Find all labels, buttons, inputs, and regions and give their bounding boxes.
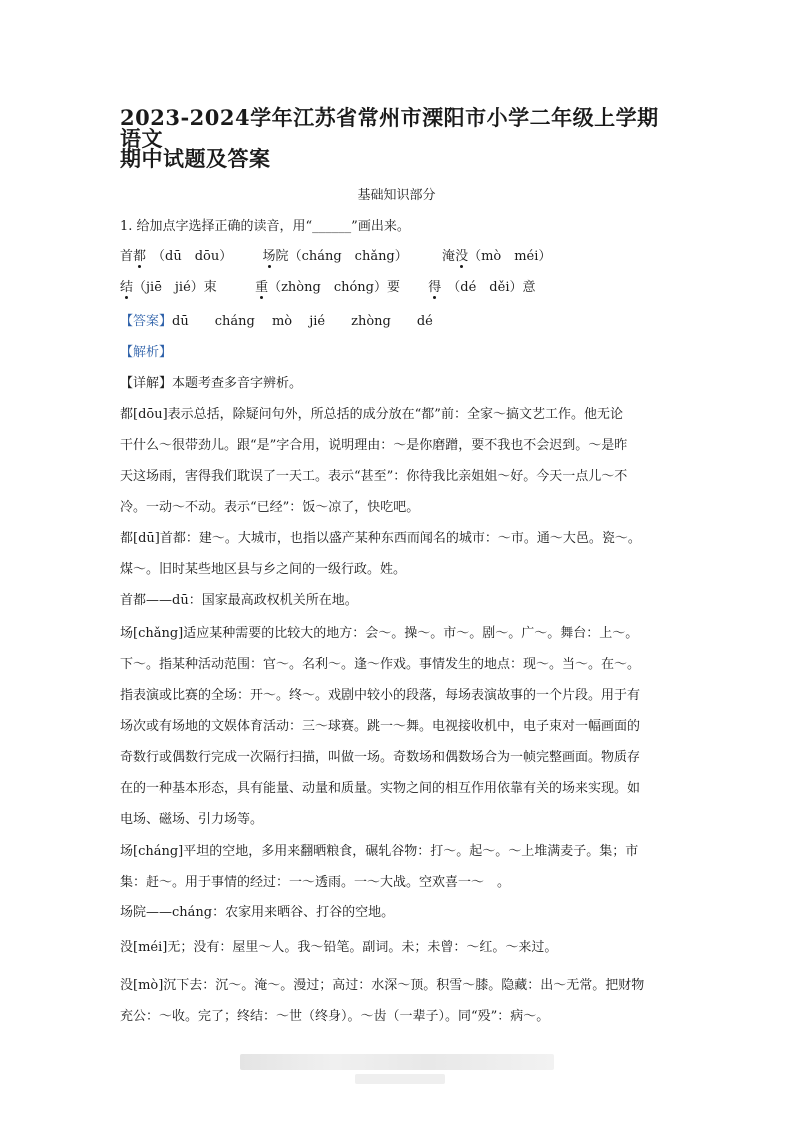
paragraph-4-line-5: 奇数行或偶数行完成一次隔行扫描，叫做一场。奇数场和偶数场合为一帧完整画面。物质存 <box>120 750 641 765</box>
blurred-watermark <box>240 1054 554 1070</box>
q2-options: （cháng chǎng） <box>288 249 408 264</box>
detail-line <box>120 377 680 390</box>
q1-options: （dū dōu） <box>152 249 233 264</box>
q2-dotted-char: 场 <box>262 249 276 264</box>
page-title-line-2: 期中试题及答案 <box>120 146 271 171</box>
answer-line <box>120 315 680 328</box>
paragraph-2-line-1: 都[dū]首都：建～。大城市，也指以盛产某种东西而闻名的城市：～市。通～大邑。瓷～。 <box>120 531 641 546</box>
analysis-label <box>120 346 680 359</box>
page-title-line-1: 2023-2024学年江苏省常州市溧阳市小学二年级上学期语文 <box>120 105 659 151</box>
q3-options: （mò méi） <box>468 249 552 264</box>
question-row-2 <box>120 281 680 294</box>
q2-word-suffix: 院 <box>275 249 289 264</box>
question-prompt: 1. 给加点字选择正确的读音，用“______”画出来。 <box>120 219 410 234</box>
q6-options: （dé děi）意 <box>447 280 536 295</box>
q5-options: （zhòng chóng）要 <box>268 280 400 295</box>
paragraph-1-line-1: 都[dōu]表示总括，除疑问句外，所总括的成分放在“都”前：全家～搞文艺工作。他无论 <box>120 407 623 422</box>
paragraph-6: 场院——cháng：农家用来晒谷、打谷的空地。 <box>120 905 395 920</box>
q3-word-prefix: 淹 <box>442 249 456 264</box>
paragraph-8-line-2: 充公：～收。完了；终结：～世（终身）。～齿（一辈子）。同“殁”：病～。 <box>120 1009 550 1024</box>
q4-options: （jiē jié）束 <box>133 280 217 295</box>
paragraph-5-line-2: 集：赶～。用于事情的经过：一～透雨。一～大战。空欢喜一～ 。 <box>120 875 511 890</box>
question-row-1 <box>120 250 680 263</box>
section-heading: 基础知识部分 <box>357 188 436 203</box>
q1-dotted-char: 都 <box>133 249 147 264</box>
paragraph-1-line-3: 天这场雨，害得我们耽误了一天工。表示“甚至”：你待我比亲姐姐～好。今天一点儿～不 <box>120 469 628 484</box>
answer-label: 【答案】 <box>120 314 173 329</box>
paragraph-4-line-7: 电场、磁场、引力场等。 <box>120 812 264 827</box>
detail-label: 【详解】 <box>120 376 173 391</box>
paragraph-4-line-6: 在的一种基本形态，具有能量、动量和质量。实物之间的相互作用依靠有关的场来实现。如 <box>120 781 641 796</box>
q1-word-prefix: 首 <box>120 249 134 264</box>
paragraph-4-line-2: 下～。指某种活动范围：官～。名利～。逢～作戏。事情发生的地点：现～。当～。在～。 <box>120 657 641 672</box>
q4-dotted-char: 结 <box>120 280 134 295</box>
detail-text: 本题考查多音字辨析。 <box>172 376 303 391</box>
paragraph-1-line-2: 干什么～很带劲儿。跟“是”字合用，说明理由：～是你磨蹭，要不我也不会迟到。～是昨 <box>120 438 628 453</box>
blurred-watermark-sub <box>355 1074 445 1084</box>
q3-dotted-char: 没 <box>455 249 469 264</box>
paragraph-3: 首都——dū：国家最高政权机关所在地。 <box>120 593 358 608</box>
paragraph-8-line-1: 没[mò]沉下去：沉～。淹～。漫过；高过：水深～顶。积雪～膝。隐藏：出～无常。把财物 <box>120 978 645 993</box>
paragraph-1-line-4: 冷。一动～不动。表示“已经”：饭～凉了，快吃吧。 <box>120 500 420 515</box>
paragraph-7: 没[méi]无；没有：屋里～人。我～铅笔。副词。未；未曾：～红。～来过。 <box>120 940 558 955</box>
answer-text: dū cháng mò jié zhòng dé <box>172 314 433 329</box>
q6-dotted-char: 得 <box>428 280 442 295</box>
analysis-label-text: 【解析】 <box>120 345 173 360</box>
paragraph-4-line-3: 指表演或比赛的全场：开～。终～。戏剧中较小的段落，每场表演故事的一个片段。用于有 <box>120 688 641 703</box>
paragraph-4-line-4: 场次或有场地的文娱体育活动：三～球赛。跳一～舞。电视接收机中，电子束对一幅画面的 <box>120 719 641 734</box>
q5-dotted-char: 重 <box>255 280 269 295</box>
paragraph-5-line-1: 场[cháng]平坦的空地，多用来翻晒粮食，碾轧谷物：打～。起～。～上堆满麦子。集；市 <box>120 844 639 859</box>
paragraph-2-line-2: 煤～。旧时某些地区县与乡之间的一级行政。姓。 <box>120 562 407 577</box>
paragraph-4-line-1: 场[chǎng]适应某种需要的比较大的地方：会～。操～。市～。剧～。广～。舞台：上～。 <box>120 626 639 641</box>
